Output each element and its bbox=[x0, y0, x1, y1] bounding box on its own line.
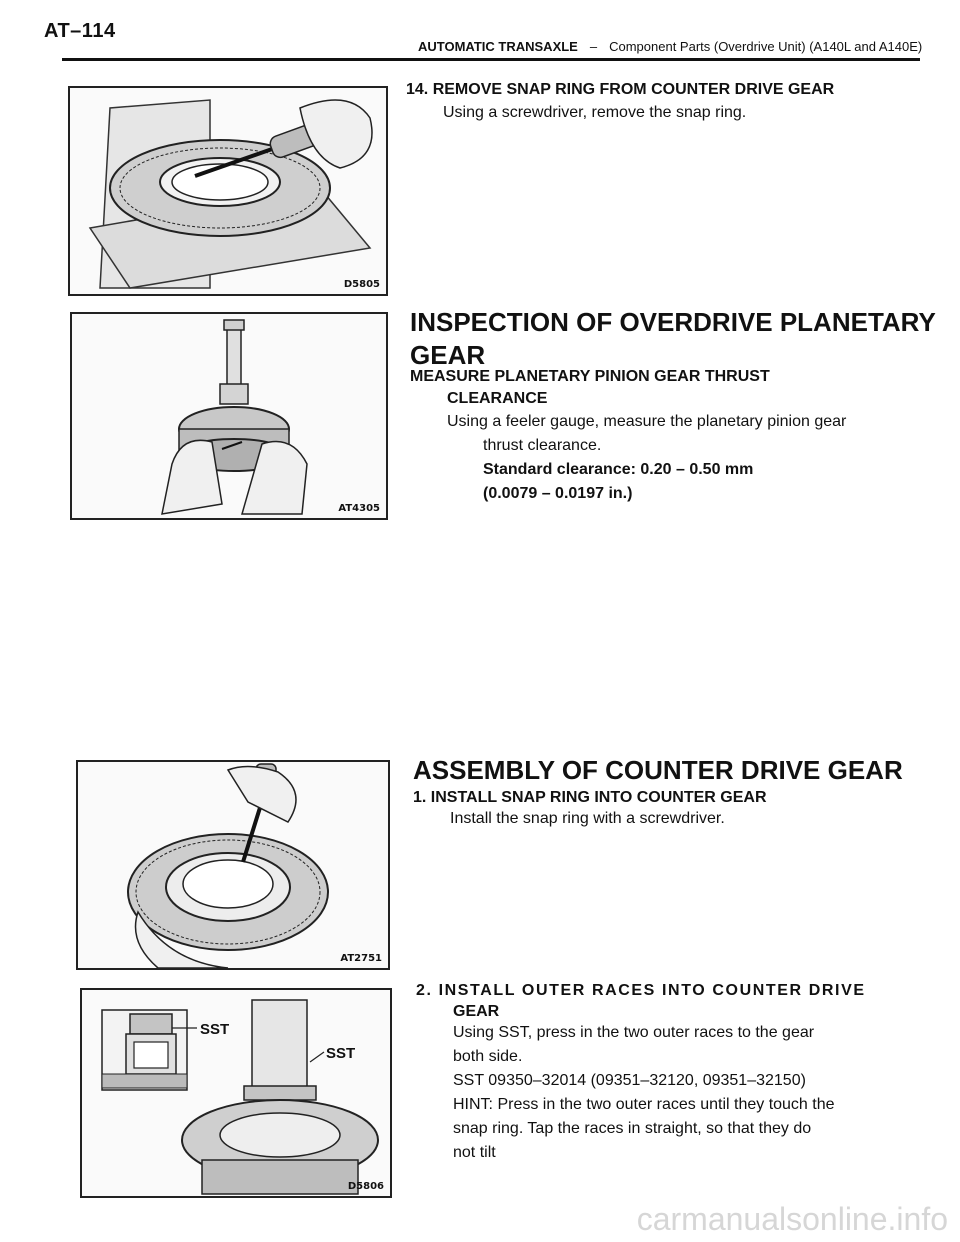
inspection-heading bbox=[410, 306, 940, 372]
assembly-step-1-title: 1. INSTALL SNAP RING INTO COUNTER GEAR bbox=[413, 789, 767, 806]
inspection-text-line-1: Using a feeler gauge, measure the planetary pinion gear bbox=[447, 413, 847, 430]
figure-install-snap-ring bbox=[76, 760, 390, 970]
illustration-snap-ring-install bbox=[78, 762, 388, 968]
assembly-step-2-text bbox=[453, 1021, 835, 1165]
figure-code: D5806 bbox=[347, 1181, 384, 1192]
inspection-step-title-line-2: CLEARANCE bbox=[447, 390, 548, 407]
step-14-text: Using a screwdriver, remove the snap ring. bbox=[443, 104, 747, 121]
header-rule bbox=[62, 58, 920, 61]
watermark: carmanualsonline.info bbox=[636, 1201, 948, 1237]
standard-clearance-spec-inches: (0.0079 – 0.0197 in.) bbox=[483, 485, 633, 502]
inspection-step-title bbox=[410, 366, 770, 410]
assembly-step-2-title bbox=[416, 980, 866, 1022]
sst-part-numbers: SST 09350–32014 (09351–32120, 09351–32150) bbox=[453, 1072, 806, 1089]
assembly-heading: ASSEMBLY OF COUNTER DRIVE GEAR bbox=[413, 755, 903, 785]
hint-text: snap ring. Tap the races in straight, so that they do bbox=[453, 1120, 812, 1137]
inspection-heading-line-2: GEAR bbox=[410, 340, 486, 370]
sst-label-right: SST bbox=[326, 1045, 356, 1062]
inspection-text-line-2: thrust clearance. bbox=[483, 437, 602, 454]
running-header bbox=[418, 39, 922, 54]
figure-remove-snap-ring bbox=[68, 86, 388, 296]
hint-text: HINT: Press in the two outer races until they touch the bbox=[453, 1096, 835, 1113]
assembly-step-2-line: Using SST, press in the two outer races to the gear bbox=[453, 1024, 815, 1041]
sst-label-left: SST bbox=[200, 1021, 230, 1038]
header-section: AUTOMATIC TRANSAXLE bbox=[418, 39, 578, 54]
page-number: AT–114 bbox=[44, 20, 116, 42]
inspection-step-title-line-1: MEASURE PLANETARY PINION GEAR THRUST bbox=[410, 368, 770, 385]
figure-code: D5805 bbox=[343, 279, 380, 290]
header-separator: – bbox=[589, 39, 598, 54]
assembly-step-1-text: Install the snap ring with a screwdriver. bbox=[450, 810, 725, 827]
figure-code: AT2751 bbox=[340, 953, 382, 964]
inspection-instruction bbox=[447, 410, 846, 506]
figure-install-outer-races bbox=[80, 988, 392, 1198]
illustration-gear-screwdriver bbox=[70, 88, 386, 294]
inspection-heading-line-1: INSPECTION OF OVERDRIVE PLANETARY bbox=[410, 307, 936, 337]
header-subsection: Component Parts (Overdrive Unit) (A140L and A140E) bbox=[609, 39, 923, 54]
illustration-outer-races-sst bbox=[82, 990, 390, 1196]
assembly-step-2-line: both side. bbox=[453, 1048, 523, 1065]
figure-planetary-gear bbox=[70, 312, 388, 520]
figure-code: AT4305 bbox=[338, 503, 380, 514]
assembly-step-2-title-line-2: GEAR bbox=[453, 1003, 500, 1020]
step-14-title: 14. REMOVE SNAP RING FROM COUNTER DRIVE GEAR bbox=[406, 81, 835, 98]
illustration-planetary-gear-feeler bbox=[72, 314, 386, 518]
hint-text: not tilt bbox=[453, 1144, 496, 1161]
standard-clearance-spec: Standard clearance: 0.20 – 0.50 mm bbox=[483, 461, 754, 478]
assembly-step-2-title-line-1: 2. INSTALL OUTER RACES INTO COUNTER DRIVE bbox=[416, 982, 866, 999]
